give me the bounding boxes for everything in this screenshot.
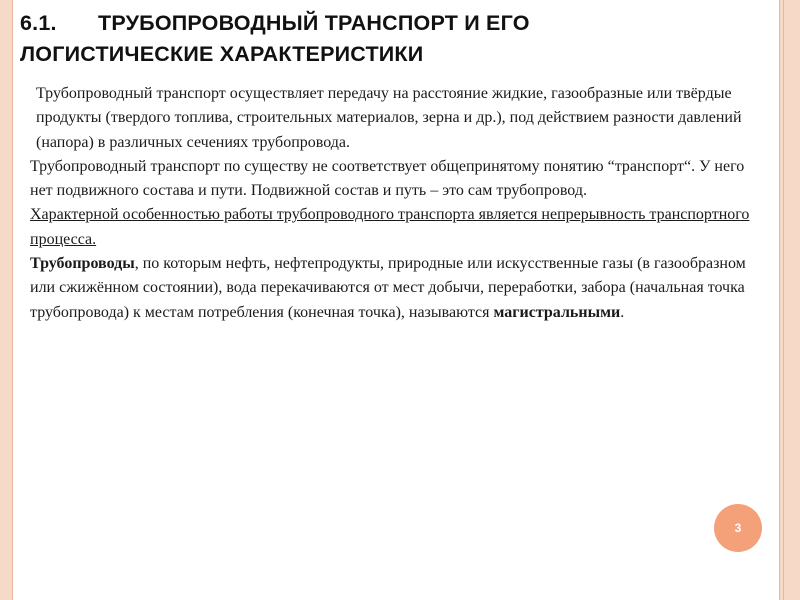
paragraph-trunk-pipelines bbox=[30, 252, 762, 325]
slide-body bbox=[30, 82, 762, 325]
term-pipelines: Трубопроводы bbox=[30, 255, 135, 273]
page-number: 3 bbox=[734, 521, 742, 535]
title-line-2: ЛОГИСТИЧЕСКИЕ ХАРАКТЕРИСТИКИ bbox=[20, 42, 424, 66]
page-number-badge bbox=[714, 504, 762, 552]
section-number: 6.1. bbox=[20, 11, 57, 35]
paragraph-key-feature: Характерной особенностью работы трубопроводного транспорта является непрерывность транспортного процесса. bbox=[30, 206, 750, 248]
slide-title bbox=[20, 8, 720, 70]
title-line-1: ТРУБОПРОВОДНЫЙ ТРАНСПОРТ И ЕГО bbox=[98, 11, 530, 35]
slide-frame-left bbox=[0, 0, 12, 600]
paragraph-trunk-text: , по которым нефть, нефтепродукты, природные или искусственные газы (в газообразном или сжижённом состоянии), вода перекачиваются от мест добычи, переработки, забора (начальная точка трубопровода) к местам потребления (конечная точка), называются bbox=[30, 255, 746, 321]
paragraph-trunk-end: . bbox=[620, 303, 625, 321]
term-trunk: магистральными bbox=[493, 303, 621, 321]
slide-frame-right bbox=[780, 0, 800, 600]
paragraph-rolling-stock: Трубопроводный транспорт по существу не соответствует общепринятому понятию “транспорт“. У него нет подвижного состава и пути. Подвижной состав и путь – это сам трубопровод. bbox=[30, 157, 745, 200]
paragraph-definition: Трубопроводный транспорт осуществляет передачу на расстояние жидкие, газообразные или твёрдые продукты (твердого топлива, строительных материалов, зерна и др.), под действием разности давлений (напора) в различных сечениях трубопровода. bbox=[36, 85, 742, 151]
